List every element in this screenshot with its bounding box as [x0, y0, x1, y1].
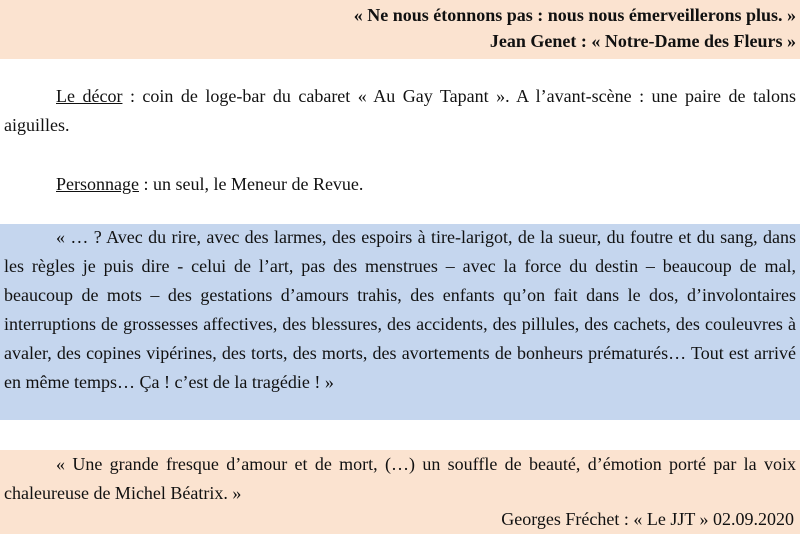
review-signature: Georges Fréchet : « Le JJT » 02.09.2020: [501, 509, 794, 529]
epigraph-block: [0, 0, 800, 59]
decor-paragraph: [4, 82, 796, 140]
epigraph-quote: « Ne nous étonnons pas : nous nous émerveillerons plus. »: [353, 5, 796, 25]
personnage-text: : un seul, le Meneur de Revue.: [138, 174, 364, 194]
decor-text: : coin de loge-bar du cabaret « Au Gay Tapant ». A l’avant-scène : une paire de talons aiguilles.: [4, 86, 796, 135]
epigraph-attribution: Jean Genet : « Notre-Dame des Fleurs »: [489, 31, 796, 51]
personnage-paragraph: [4, 170, 796, 199]
decor-label: Le décor: [56, 86, 123, 106]
review-quote: « Une grande fresque d’amour et de mort, (…) un souffle de beauté, d’émotion porté par la voix chaleureuse de Michel Béatrix. »: [4, 454, 796, 503]
monologue-text: « … ? Avec du rire, avec des larmes, des espoirs à tire-larigot, de la sueur, du foutre et du sang, dans les règles je puis dire - celui de l’art, pas des menstrues – avec la force du destin – beaucoup de mal, beaucoup de mots – des gestations d’amours trahis, des enfants qu’on fait dans le dos, d’involontaires interruptions de grossesses affectives, des blessures, des accidents, des pillules, des cachets, des couleuvres à avaler, des copines vipérines, des torts, des morts, des avortements de bonheurs prématurés… Tout est arrivé en même temps… Ça ! c’est de la tragédie ! »: [4, 227, 796, 392]
personnage-label: Personnage: [56, 174, 139, 194]
